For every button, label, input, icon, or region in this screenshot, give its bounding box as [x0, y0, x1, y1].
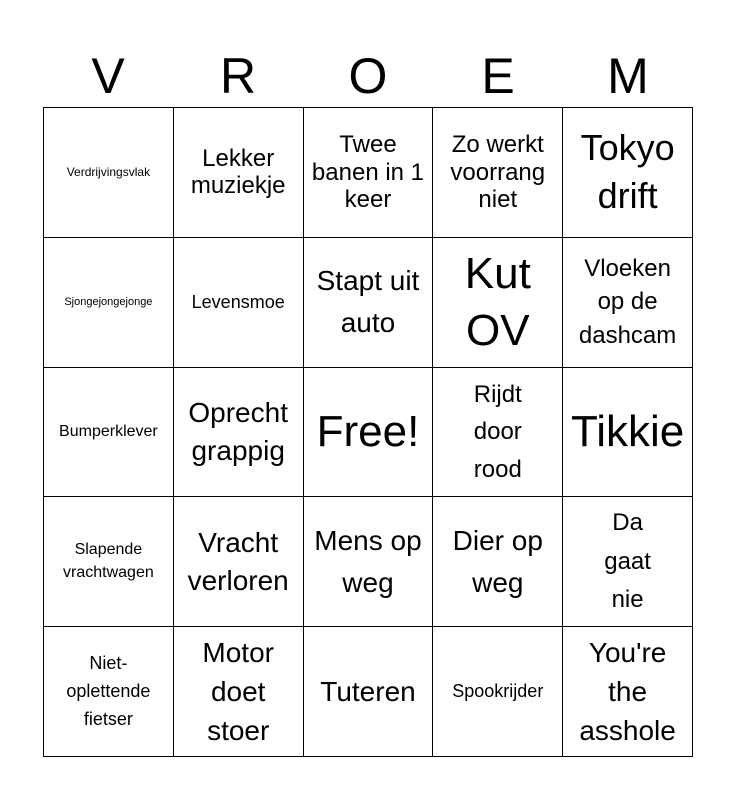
bingo-cell[interactable] — [304, 238, 434, 368]
bingo-grid — [43, 107, 693, 757]
bingo-cell[interactable] — [174, 368, 304, 498]
bingo-cell[interactable] — [563, 238, 693, 368]
cell-text: Tuteren — [320, 675, 416, 707]
bingo-cell[interactable] — [433, 108, 563, 238]
cell-text: Tikkie — [570, 407, 685, 457]
header-letter-e: E — [481, 48, 515, 104]
cell-text: Motor doet stoer — [202, 636, 274, 747]
cell-text: Niet-oplettende fietser — [66, 652, 151, 729]
cell-text: Twee banen in 1 keer — [311, 131, 425, 214]
cell-text: Mens op weg — [314, 524, 422, 598]
bingo-cell[interactable] — [44, 238, 174, 368]
cell-text: Rijdt door rood — [473, 381, 522, 483]
bingo-cell[interactable] — [563, 108, 693, 238]
bingo-cell[interactable] — [304, 627, 434, 757]
bingo-header — [43, 44, 693, 108]
cell-text: Verdrijvingsvlak — [66, 164, 151, 179]
bingo-cell[interactable] — [174, 497, 304, 627]
bingo-cell[interactable] — [44, 108, 174, 238]
cell-text: Vracht verloren — [187, 526, 289, 596]
bingo-cell[interactable] — [304, 108, 434, 238]
bingo-cell[interactable] — [174, 108, 304, 238]
bingo-cell[interactable] — [563, 368, 693, 498]
bingo-cell[interactable] — [44, 497, 174, 627]
cell-text: Dier op weg — [452, 524, 543, 598]
cell-text: Vloeken op de dashcam — [578, 254, 677, 349]
bingo-cell[interactable] — [433, 627, 563, 757]
cell-text: Sjongejongejonge — [64, 295, 153, 308]
cell-text: Oprecht grappig — [188, 397, 288, 466]
bingo-cell[interactable] — [433, 497, 563, 627]
header-letter-r: R — [219, 48, 257, 104]
bingo-cell[interactable] — [44, 627, 174, 757]
bingo-cell[interactable] — [174, 627, 304, 757]
cell-text: Da gaat nie — [604, 509, 651, 613]
cell-text: You're the asshole — [579, 636, 676, 747]
bingo-cell[interactable] — [174, 238, 304, 368]
cell-text: Levensmoe — [191, 291, 285, 312]
cell-text: Stapt uit auto — [316, 265, 420, 339]
bingo-cell[interactable] — [433, 238, 563, 368]
cell-text: Tokyo drift — [580, 126, 675, 217]
bingo-cell[interactable] — [563, 497, 693, 627]
bingo-cell[interactable] — [304, 497, 434, 627]
header-letter-v: V — [91, 48, 125, 104]
cell-text: Free! — [316, 407, 420, 457]
cell-text: Slapende vrachtwagen — [63, 541, 154, 581]
cell-text: Bumperklever — [59, 422, 158, 440]
cell-text: Spookrijder — [452, 681, 544, 702]
bingo-cell[interactable] — [44, 368, 174, 498]
header-letter-m: M — [607, 48, 649, 104]
bingo-cell[interactable] — [563, 627, 693, 757]
cell-text: Zo werkt voorrang niet — [450, 131, 546, 214]
header-letter-o: O — [348, 48, 388, 104]
bingo-cell[interactable] — [304, 368, 434, 498]
cell-text: Kut OV — [464, 249, 531, 356]
bingo-cell[interactable] — [433, 368, 563, 498]
cell-text: Lekker muziekje — [190, 144, 286, 200]
